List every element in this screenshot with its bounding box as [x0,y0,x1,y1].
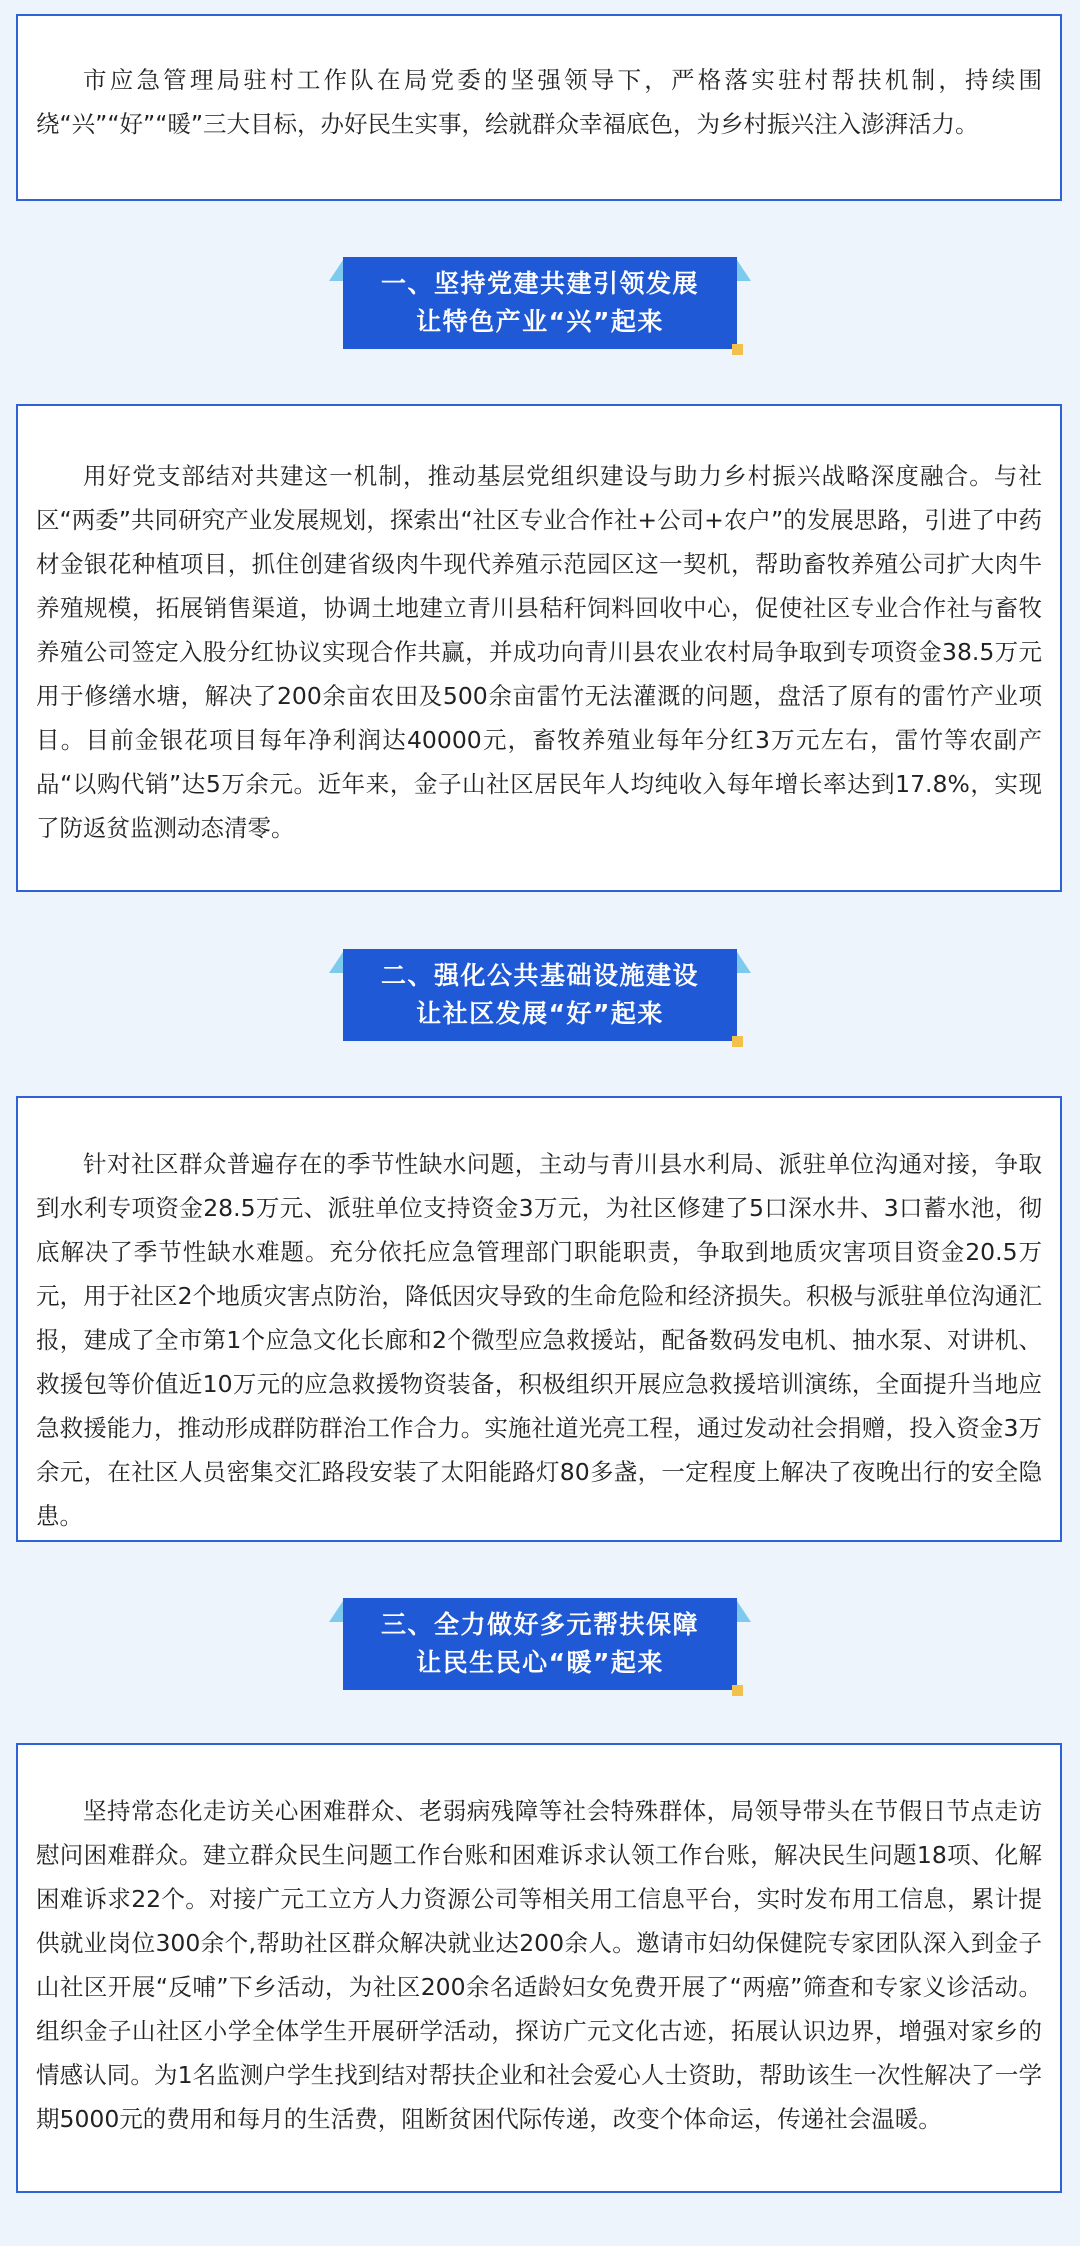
section-3-body: 坚持常态化走访关心困难群众、老弱病残障等社会特殊群体，局领导带头在节假日节点走访慰问困难群众。建立群众民生问题工作台账和困难诉求认领工作台账，解决民生问题18项、化解困难诉求22个。对接广元工立方人力资源公司等相关用工信息平台，实时发布用工信息，累计提供就业岗位300余个,帮助社区群众解决就业达200余人。邀请市妇幼保健院专家团队深入到金子山社区开展“反哺”下乡活动，为社区200余名适龄妇女免费开展了“两癌”筛查和专家义诊活动。组织金子山社区小学全体学生开展研学活动，探访广元文化古迹，拓展认识边界，增强对家乡的情感认同。为1名监测户学生找到结对帮扶企业和社会爱心人士资助，帮助该生一次性解决了一学期5000元的费用和每月的生活费，阻断贫困代际传递，改变个体命运，传递社会温暖。 [36,1797,1042,2133]
banner-tab-right [735,257,751,281]
banner-accent-dot [732,1685,743,1696]
section-1-heading [343,257,737,349]
section-1-card [16,404,1062,892]
section-1-title-line2: 让特色产业“兴”起来 [416,307,664,336]
section-2-body: 针对社区群众普遍存在的季节性缺水问题，主动与青川县水利局、派驻单位沟通对接，争取到水利专项资金28.5万元、派驻单位支持资金3万元，为社区修建了5口深水井、3口蓄水池，彻底解决了季节性缺水难题。充分依托应急管理部门职能职责，争取到地质灾害项目资金20.5万元，用于社区2个地质灾害点防治，降低因灾导致的生命危险和经济损失。积极与派驻单位沟通汇报，建成了全市第1个应急文化长廊和2个微型应急救援站，配备数码发电机、抽水泵、对讲机、救援包等价值近10万元的应急救援物资装备，积极组织开展应急救援培训演练，全面提升当地应急救援能力，推动形成群防群治工作合力。实施社道光亮工程，通过发动社会捐赠，投入资金3万余元，在社区人员密集交汇路段安装了太阳能路灯80多盏，一定程度上解决了夜晚出行的安全隐患。 [36,1150,1042,1530]
section-3-heading [343,1598,737,1690]
section-2-heading-box [343,949,737,1041]
section-2-title-line1: 二、强化公共基础设施建设 [380,961,699,990]
section-3-title-line1: 三、全力做好多元帮扶保障 [380,1610,699,1639]
section-1-title-line1: 一、坚持党建共建引领发展 [380,269,699,298]
section-2-heading [343,949,737,1041]
section-3-card [16,1743,1062,2193]
section-1-body: 用好党支部结对共建这一机制，推动基层党组织建设与助力乡村振兴战略深度融合。与社区“两委”共同研究产业发展规划，探索出“社区专业合作社+公司+农户”的发展思路，引进了中药材金银花种植项目，抓住创建省级肉牛现代养殖示范园区这一契机，帮助畜牧养殖公司扩大肉牛养殖规模，拓展销售渠道，协调土地建立青川县秸秆饲料回收中心，促使社区专业合作社与畜牧养殖公司签定入股分红协议实现合作共赢，并成功向青川县农业农村局争取到专项资金38.5万元用于修缮水塘，解决了200余亩农田及500余亩雷竹无法灌溉的问题，盘活了原有的雷竹产业项目。目前金银花项目每年净利润达40000元，畜牧养殖业每年分红3万元左右，雷竹等农副产品“以购代销”达5万余元。近年来，金子山社区居民年人均纯收入每年增长率达到17.8%，实现了防返贫监测动态清零。 [36,462,1042,842]
intro-paragraph: 市应急管理局驻村工作队在局党委的坚强领导下，严格落实驻村帮扶机制，持续围绕“兴”“好”“暖”三大目标，办好民生实事，绘就群众幸福底色，为乡村振兴注入澎湃活力。 [36,66,1042,138]
banner-tab-right [735,949,751,973]
banner-tab-right [735,1598,751,1622]
banner-accent-dot [732,344,743,355]
intro-card [16,14,1062,201]
section-3-title-line2: 让民生民心“暖”起来 [416,1648,664,1677]
banner-accent-dot [732,1036,743,1047]
section-2-card [16,1096,1062,1542]
section-2-title-line2: 让社区发展“好”起来 [416,999,664,1028]
section-1-heading-box [343,257,737,349]
section-3-heading-box [343,1598,737,1690]
